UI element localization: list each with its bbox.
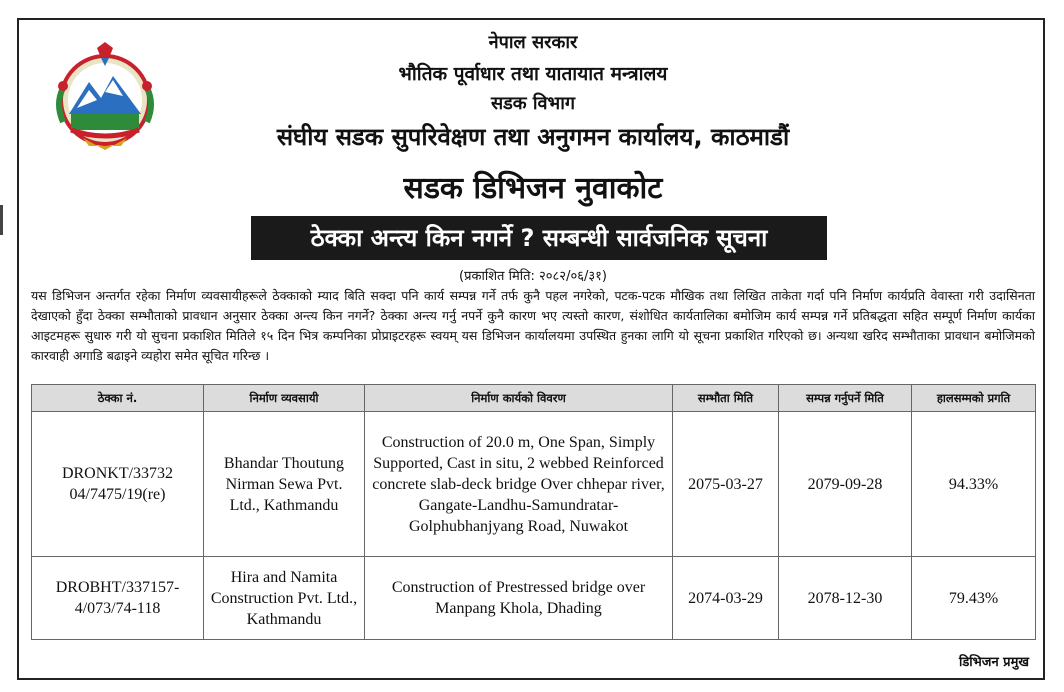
office-name: संघीय सडक सुपरिवेक्षण तथा अनुगमन कार्यालय, काठमाडौं bbox=[276, 123, 790, 151]
header-progress: हालसम्मको प्रगति bbox=[912, 385, 1036, 412]
contract-no-cell: DROBHT/337157-4/073/74-118 bbox=[32, 557, 204, 640]
header-contractor: निर्माण व्यवसायी bbox=[204, 385, 365, 412]
header-completion-date: सम्पन्न गर्नुपर्ने मिति bbox=[779, 385, 912, 412]
notice-frame bbox=[17, 18, 1045, 680]
published-date: (प्रकाशित मिति: २०८२/०६/३१) bbox=[459, 269, 607, 284]
contractor-cell: Bhandar Thoutung Nirman Sewa Pvt. Ltd., Kathmandu bbox=[204, 412, 365, 557]
agreement-date-cell: 2074-03-29 bbox=[673, 557, 779, 640]
agreement-date-cell: 2075-03-27 bbox=[673, 412, 779, 557]
department-name: सडक विभाग bbox=[490, 93, 575, 114]
table-header-row bbox=[32, 385, 1036, 412]
completion-date-cell: 2079-09-28 bbox=[779, 412, 912, 557]
page-edge-mark bbox=[0, 205, 3, 235]
header-agreement-date: सम्भौता मिति bbox=[673, 385, 779, 412]
table-row bbox=[32, 412, 1036, 557]
completion-date-cell: 2078-12-30 bbox=[779, 557, 912, 640]
ministry-name: भौतिक पूर्वाधार तथा यातायात मन्त्रालय bbox=[398, 63, 668, 85]
header-work-description: निर्माण कार्यको विवरण bbox=[365, 385, 673, 412]
notice-body: यस डिभिजन अन्तर्गत रहेका निर्माण व्यवसायीहरूले ठेक्काको म्याद बिति सक्दा पनि कार्य सम्पन्न गर्ने तर्फ कुनै पहल नगरेको, पटक-पटक मौखिक तथा लिखित ताकेता गर्दा पनि निर्माण कार्यप्रति वेवास्ता गरी उदासिनता देखाएको हुँदा ठेक्का सम्भौताको प्रावधान अनुसार ठेक्का अन्त्य किन नगर्ने? ठेक्का अन्त्य गर्नु नपर्ने कुनै कारण भए त्यस्तो कारण, संशोधित कार्यतालिका बमोजिम कार्य सम्पन्न गर्ने प्रतिबद्धता सहित सम्पूर्ण निर्माण कार्यका आइटमहरू सुधारु गरी यो सुचना प्रकाशित मितिले १५ दिन भित्र कम्पनिका प्रोप्राइटरहरू स्वयम् यस डिभिजन कार्यालयमा उपस्थित हुनका लागि यो सूचना प्रकाशित गरिएको छ। अन्यथा खरिद सम्भौताका प्रावधान बमोजिमको कारवाही अगाडि बढाइने व्यहोरा समेत सूचित गरिन्छ । bbox=[31, 288, 1036, 363]
notice-title-banner: ठेक्का अन्त्य किन नगर्ने ? सम्बन्धी सार्वजनिक सूचना bbox=[251, 216, 827, 260]
description-cell: Construction of Prestressed bridge over Manpang Khola, Dhading bbox=[365, 557, 673, 640]
contracts-table bbox=[31, 384, 1036, 640]
contractor-cell: Hira and Namita Construction Pvt. Ltd., Kathmandu bbox=[204, 557, 365, 640]
table-row bbox=[32, 557, 1036, 640]
signature-title: डिभिजन प्रमुख bbox=[958, 655, 1029, 670]
contract-no-cell: DRONKT/33732 04/7475/19(re) bbox=[32, 412, 204, 557]
description-cell: Construction of 20.0 m, One Span, Simply Supported, Cast in situ, 2 webbed Reinforced concrete slab-deck bridge Over chhepar river, Gangate-Landhu-Samundratar-Golphubhanjyang Road, Nuwakot bbox=[365, 412, 673, 557]
division-name: सडक डिभिजन नुवाकोट bbox=[403, 171, 663, 206]
progress-cell: 94.33% bbox=[912, 412, 1036, 557]
progress-cell: 79.43% bbox=[912, 557, 1036, 640]
government-name: नेपाल सरकार bbox=[488, 32, 578, 53]
header-contract-no: ठेक्का नं. bbox=[32, 385, 204, 412]
